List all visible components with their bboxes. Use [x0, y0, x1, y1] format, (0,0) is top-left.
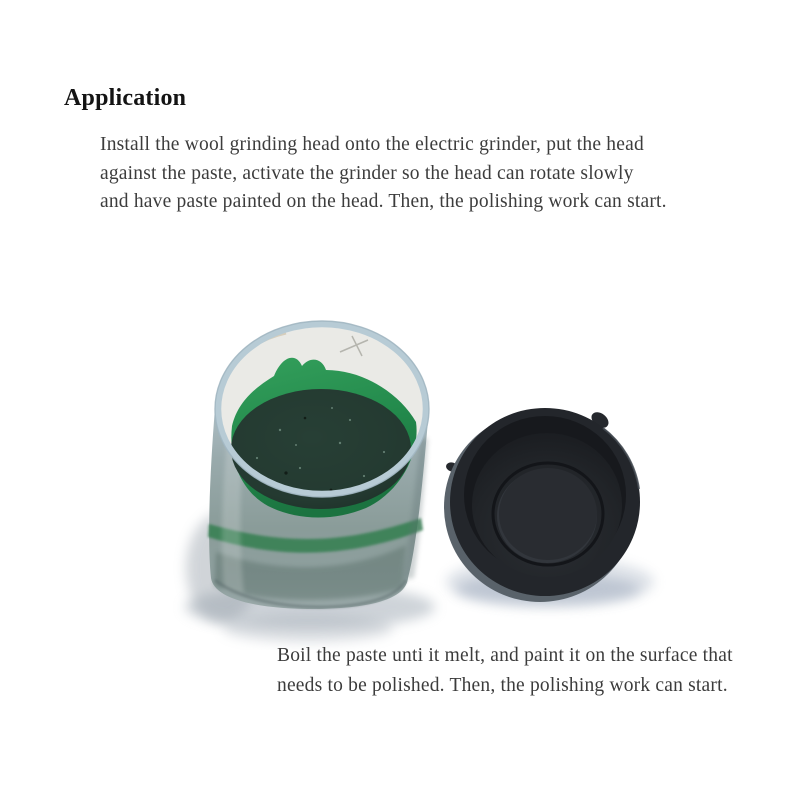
application-instructions	[100, 131, 667, 217]
instruction-line-2: against the paste, activate the grinder so the head can rotate slowly	[100, 162, 634, 184]
usage-line-2: needs to be polished. Then, the polishing work can start.	[277, 674, 728, 696]
usage-line-1: Boil the paste unti it melt, and paint it on the surface that	[277, 645, 733, 666]
usage-instructions	[277, 641, 733, 700]
instruction-line-3: and have paste painted on the head. Then, the polishing work can start.	[100, 191, 667, 212]
product-photo	[140, 295, 700, 650]
lid-center-disc	[499, 468, 597, 560]
paste-container	[208, 321, 429, 609]
page-title: Application	[64, 85, 187, 111]
instruction-line-1: Install the wool grinding head onto the electric grinder, put the head	[100, 134, 644, 155]
